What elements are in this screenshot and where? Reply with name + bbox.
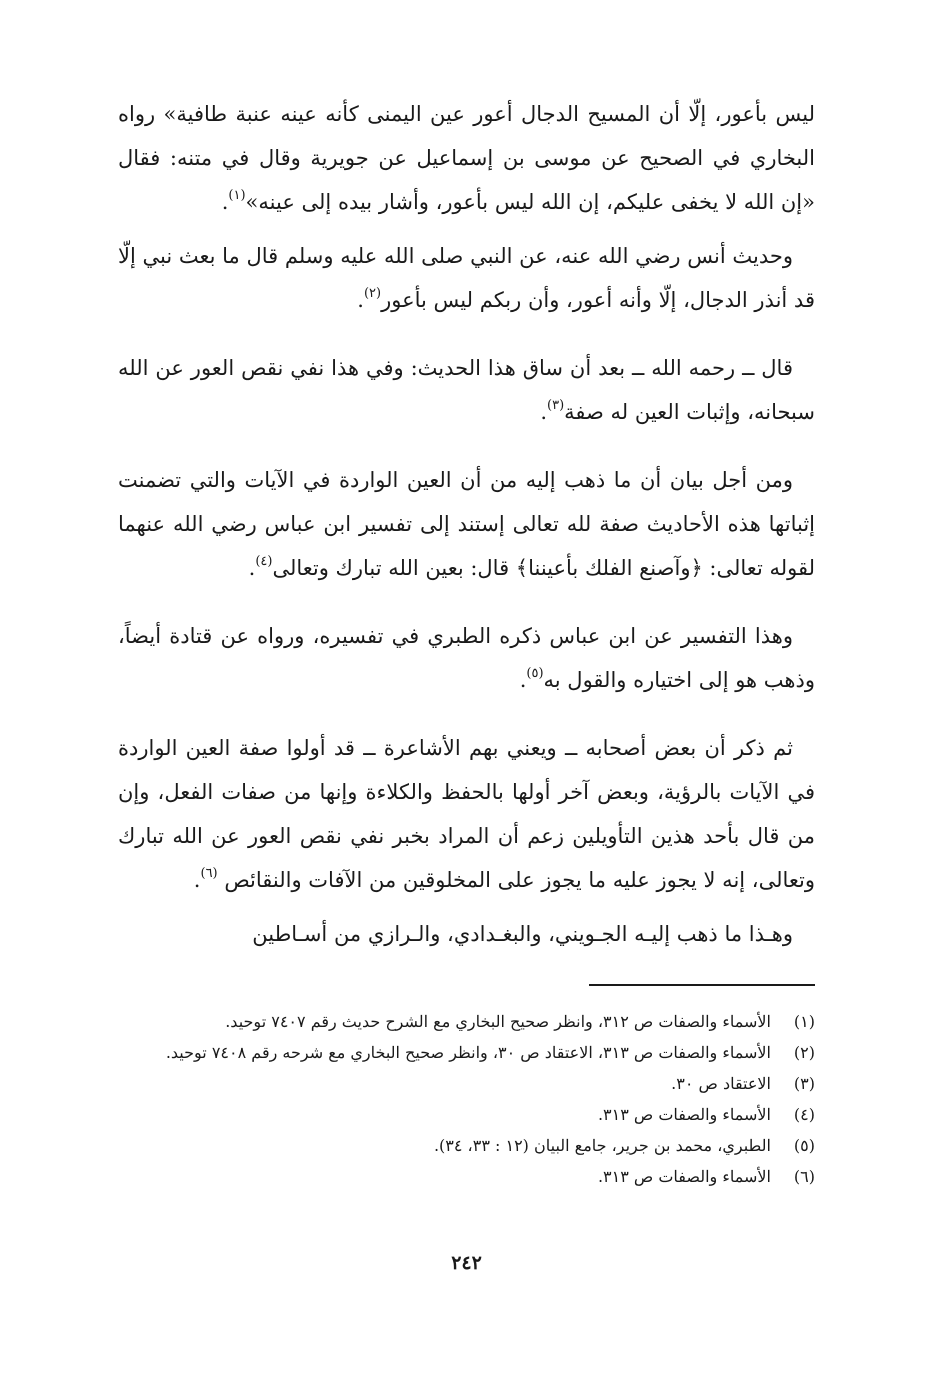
footnote-separator (589, 984, 815, 986)
footnote-reference: (٣) (547, 398, 565, 413)
footnote-text: الأسماء والصفات ص ٣١٣، الاعتقاد ص ٣٠، وانظر صحيح البخاري مع شرحه رقم ٧٤٠٨ توحيد. (165, 1043, 771, 1062)
paragraph: وهذا التفسير عن ابن عباس ذكره الطبري في تفسيره، ورواه عن قتادة أيضاً، وذهب هو إلى اختياره والقول به$^{(٥)}$. (118, 624, 815, 692)
book-page (118, 92, 815, 1332)
footnote-number: (٦) (793, 1167, 815, 1186)
footnote-number: (٥) (793, 1136, 815, 1155)
footnote-reference: (١) (228, 188, 246, 203)
footnote-text: الأسماء والصفات ص ٣١٢، وانظر صحيح البخاري مع الشرح حديث رقم ٧٤٠٧ توحيد. (225, 1012, 771, 1031)
footnote-text: الطبري، محمد بن جرير، جامع البيان (١٢ : ٣٣، ٣٤). (433, 1136, 771, 1155)
footnote (118, 1161, 815, 1192)
footnote-number: (٢) (793, 1043, 815, 1062)
footnote-text: الاعتقاد ص ٣٠. (671, 1074, 771, 1093)
footnote-reference: (٢) (363, 286, 382, 301)
paragraph: وهـذا ما ذهب إليـه الجـويني، والبغـدادي، والـرازي من أسـاطين (252, 922, 793, 946)
footnote (118, 1006, 815, 1037)
paragraph: ليس بأعور، إلّا أن المسيح الدجال أعور عين اليمنى كأنه عينه عنبة طافية» رواه البخاري في الصحيح عن موسى بن إسماعيل عن جويرية وقال في متنه: فقال «إن الله لا يخفى عليكم، إن الله ليس بأعور، وأشار بيده إلى عينه»$^{(١)}$. (118, 102, 815, 214)
footnote (118, 1037, 815, 1068)
footnote (118, 1068, 815, 1099)
page-number: ٢٤٢ (451, 1252, 482, 1274)
footnotes (118, 1006, 815, 1192)
paragraph: ثم ذكر أن بعض أصحابه ــ ويعني بهم الأشاعرة ــ قد أولوا صفة العين الواردة في الآيات بالرؤية، وبعض آخر أولها بالحفظ والكلاءة وإنها من صفات الفعل، وإن من قال بأحد هذين التأويلين زعم أن المراد بخبر نفي نقص العور عن الله تبارك وتعالى، إنه لا يجوز عليه ما يجوز على المخلوقين من الآفات والنقائص $^{(٦)}$. (118, 736, 815, 892)
footnote-text: الأسماء والصفات ص ٣١٣. (597, 1105, 771, 1124)
footnote (118, 1099, 815, 1130)
footnote-number: (٣) (793, 1074, 815, 1093)
footnote-reference: (٦) (200, 866, 218, 881)
paragraph: ومن أجل بيان أن ما ذهب إليه من أن العين الواردة في الآيات والتي تضمنت إثباتها هذه الأحاديث صفة لله تعالى إستند إلى تفسير ابن عباس رضي الله عنهما لقوله تعالى: ﴿وآصنع الفلك بأعيننا﴾ قال: بعين الله تبارك وتعالى$^{(٤)}$. (118, 468, 815, 580)
footnote-text: الأسماء والصفات ص ٣١٣. (597, 1167, 771, 1186)
footnote-reference: (٥) (526, 666, 544, 681)
footnote-number: (١) (793, 1012, 815, 1031)
footnote (118, 1130, 815, 1161)
footnote-reference: (٤) (255, 554, 273, 569)
footnote-number: (٤) (793, 1105, 815, 1124)
paragraph: قال ــ رحمه الله ــ بعد أن ساق هذا الحديث: وفي هذا نفي نقص العور عن الله سبحانه، وإثبات العين له صفة$^{(٣)}$. (118, 356, 815, 424)
body-text (118, 92, 815, 956)
paragraph: وحديث أنس رضي الله عنه، عن النبي صلى الله عليه وسلم قال ما بعث نبي إلّا قد أنذر الدجال، إلّا وأنه أعور، وأن ربكم ليس بأعور$^{(٢)}$. (118, 244, 815, 312)
